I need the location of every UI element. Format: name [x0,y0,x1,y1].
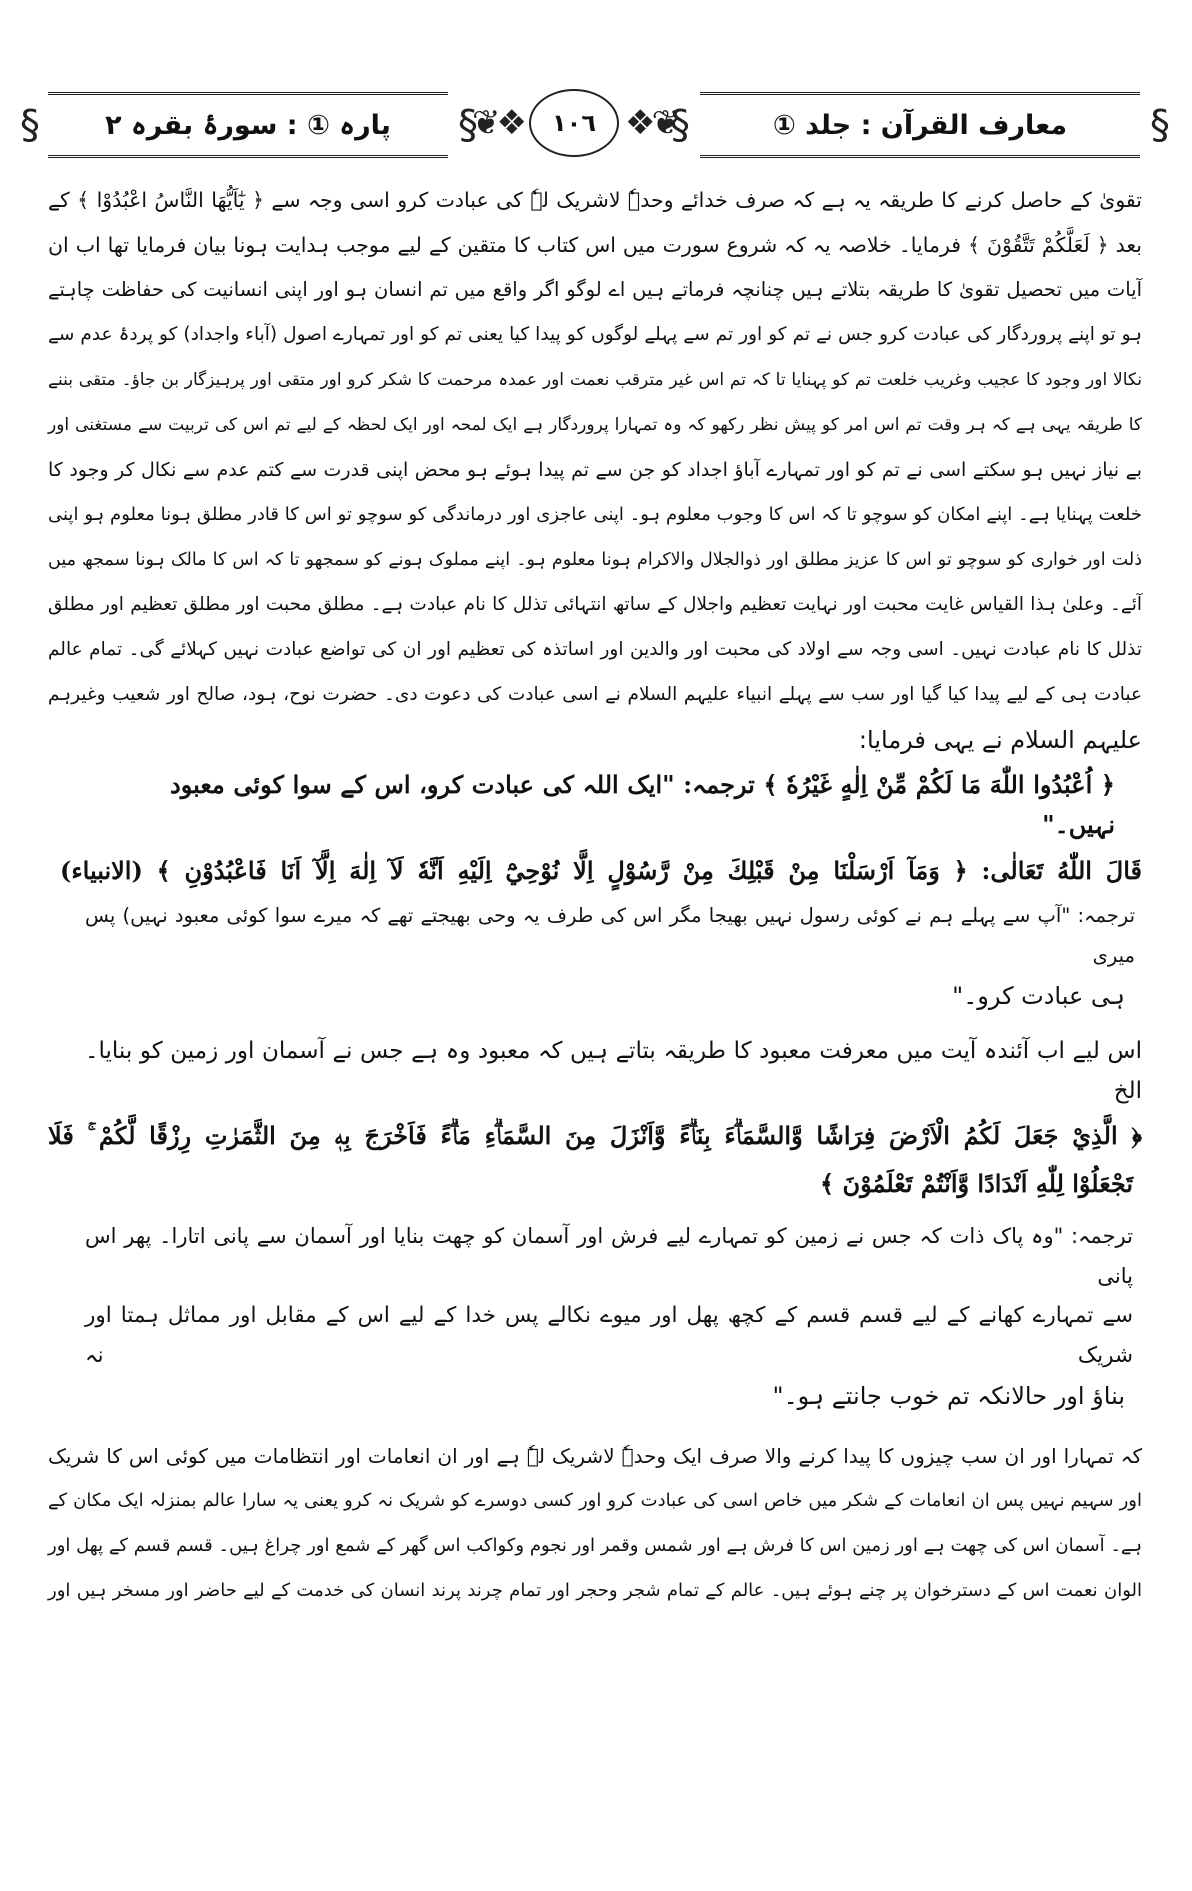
text-line: نکالا اور وجود کا عجیب وغریب خلعت تم کو پہنایا تا کہ تم اس غیر مترقب نعمت اور عمدہ مرحمت کا شکر کرو اور متقی اور پرہیزگار بن جاؤ۔ متقی بننے [48,370,1142,390]
floral-ornament-icon: ❦❖ [472,103,523,143]
text-line: ترجمہ: "آپ سے پہلے ہم نے کوئی رسول نہیں بھیجا مگر اس کی طرف یہ وحی بھیجتے تھے کہ میرے سوا کوئی معبود نہیں) پس میری [85,904,1135,967]
text-line: تقویٰ کے حاصل کرنے کا طریقہ یہ ہے کہ صرف خدائے وحدہٗ لاشریک لہٗ کی عبادت کرو اسی وجہ سے ﴿ يٰٓاَيُّهَا النَّاسُ اعْبُدُوْا ﴾ کے [48,188,1142,212]
running-header-title [700,92,1140,158]
quran-verse-line: ﴿ اُعْبُدُوا اللّٰهَ مَا لَكُمْ مِّنْ اِلٰهٍ غَيْرُهٗ ﴾ ترجمہ: "ایک اللہ کی عبادت کرو، اس کے سوا کوئی معبود نہیں۔" [170,770,1115,839]
ornament-knot-icon: § [458,102,478,148]
text-line: ترجمہ: "وہ پاک ذات کہ جس نے زمین کو تمہارے لیے فرش اور آسمان کو چھت بنایا اور آسمان سے پانی اتارا۔ پھر اس پانی [85,1224,1133,1288]
quran-verse-line: تَجْعَلُوْا لِلّٰهِ اَنْدَادًا وَّاَنْتُمْ تَعْلَمُوْنَ ﴾ [820,1169,1133,1198]
text-line: الوان نعمت اس کے دسترخوان پر چنے ہوئے ہیں۔ عالم کے تمام شجر وحجر اور تمام چرند پرند انسان کی خدمت کے لیے حاضر اور مسخر ہیں اور [48,1580,1142,1601]
text-line: بناؤ اور حالانکہ تم خوب جانتے ہو۔" [772,1382,1125,1410]
text-line: ہی عبادت کرو۔" [952,982,1125,1010]
book-title: معارف القرآن : جلد ① [772,109,1068,141]
text-line: آیات میں تحصیل تقویٰ کا طریقہ بتلاتے ہیں چنانچہ فرماتے ہیں اے لوگو اگر واقع میں تم انسان ہو اور اپنی انسانیت کی حفاظت چاہتے [48,278,1142,301]
body-text [48,180,1142,1616]
ornament-knot-icon: § [670,102,690,148]
text-line: سے تمہارے کھانے کے لیے قسم قسم کے کچھ پھل اور میوے نکالے پس خدا کے لیے اس کے مقابل اور مماثل ہمتا اور شریک نہ [85,1303,1133,1368]
quran-verse-line: ﴿ الَّذِيْ جَعَلَ لَكُمُ الْاَرْضَ فِرَاشًا وَّالسَّمَاۗءَ بِنَاۗءً وَّاَنْزَلَ مِنَ السَّمَاۗءِ مَاۗءً فَاَخْرَجَ بِهٖ مِنَ الثَّمَرٰتِ رِزْقًا لَّكُمْ ۚ فَلَا [48,1121,1142,1150]
text-line: خلعت پہنایا ہے۔ اپنے امکان کو سوچو تا کہ اس کا وجوب معلوم ہو۔ اپنی عاجزی اور درماندگی کو سوچو تو اس کا قادر مطلق ہونا معلوم ہو اپنی [48,504,1142,525]
text-line: ہو تو اپنے پروردگار کی عبادت کرو جس نے تم کو اور تم سے پہلے لوگوں کو پیدا کیا یعنی تم کو اور تمہارے اصول (آباء واجداد) کو پردۂ عدم سے [48,324,1142,345]
page-number: ١٠٦ [529,89,619,157]
text-line: ذلت اور خواری کو سوچو تو اس کا عزیز مطلق اور ذوالجلال والاکرام ہونا معلوم ہو۔ اپنے مملوک ہونے کو سمجھو تا کہ اس کا مالک ہونا سمجھ میں [48,550,1142,570]
floral-ornament-icon: ❖❦ [625,103,676,143]
text-line: بے نیاز نہیں ہو سکتے اسی نے تم کو اور تمہارے آباؤ اجداد کو جن سے تم پیدا ہوئے ہو محض اپنی قدرت سے کتم عدم سے نکال کر وجود کا [48,459,1142,481]
running-header-section [48,92,448,158]
text-line: اس لیے اب آئندہ آیت میں معرفت معبود کا طریقہ بتاتے ہیں کہ معبود وہ ہے جس نے آسمان اور زمین کو بنایا۔ الخ [85,1038,1142,1104]
ornament-knot-icon: § [1150,102,1170,148]
text-line: کہ تمہارا اور ان سب چیزوں کا پیدا کرنے والا صرف ایک وحدہٗ لاشریک لہٗ ہے اور ان انعامات اور انتظامات میں کوئی اس کا شریک [48,1444,1142,1468]
text-line: آئے۔ وعلیٰ ہذا القیاس غایت محبت اور نہایت تعظیم واجلال کے ساتھ انتہائی تذلل کا نام عبادت ہے۔ مطلق محبت اور مطلق تعظیم اور مطلق [48,594,1142,615]
text-line: اور سہیم نہیں پس ان انعامات کے شکر میں خاص اسی کی عبادت کرو اور کسی دوسرے کو شریک نہ کرو یعنی یہ سارا عالم بمنزلہ ایک مکان کے [48,1490,1142,1511]
ornament-knot-icon: § [20,102,40,148]
text-line: عبادت ہی کے لیے پیدا کیا گیا اور سب سے پہلے انبیاء علیہم السلام نے اسی عبادت کی دعوت دی۔ حضرت نوح، ہود، صالح اور شعیب وغیرہم [48,684,1142,705]
text-line: بعد ﴿ لَعَلَّكُمْ تَتَّقُوْنَ ﴾ فرمایا۔ خلاصہ یہ کہ شروع سورت میں اس کتاب کا متقین کے لیے موجب ہدایت ہونا بیان فرمایا تھا اب ان [48,233,1142,257]
section-label: پارہ ① : سورۂ بقرہ ۲ [105,109,391,141]
quran-verse-line: قَالَ اللّٰهُ تَعَالٰى: ﴿ وَمَآ اَرْسَلْنَا مِنْ قَبْلِكَ مِنْ رَّسُوْلٍ اِلَّا نُوْحِيْٓ اِلَيْهِ اَنَّهٗ لَآ اِلٰهَ اِلَّآ اَنَا فَاعْبُدُوْنِ ﴾ (الانبیاء) [60,856,1142,885]
text-line: کا طریقہ یہی ہے کہ ہر وقت تم اس امر کو پیش نظر رکھو کہ وہ تمہارا پروردگار ہے ایک لمحہ اور ایک لحظہ کے لیے تم اس کی تربیت سے مستغنی اور [48,415,1142,435]
text-line: تذلل کا نام عبادت نہیں۔ اسی وجہ سے اولاد کی محبت اور والدین اور اساتذہ کی تعظیم اور ان کی تواضع عبادت نہیں کہلائے گی۔ تمام عالم [48,639,1142,660]
text-line: ہے۔ آسمان اس کی چھت ہے اور زمین اس کا فرش ہے اور شمس وقمر اور نجوم وکواکب اس گھر کے شمع اور چراغ ہیں۔ قسم قسم کے پھل اور [48,1535,1142,1556]
text-line: علیہم السلام نے یہی فرمایا: [858,726,1142,754]
